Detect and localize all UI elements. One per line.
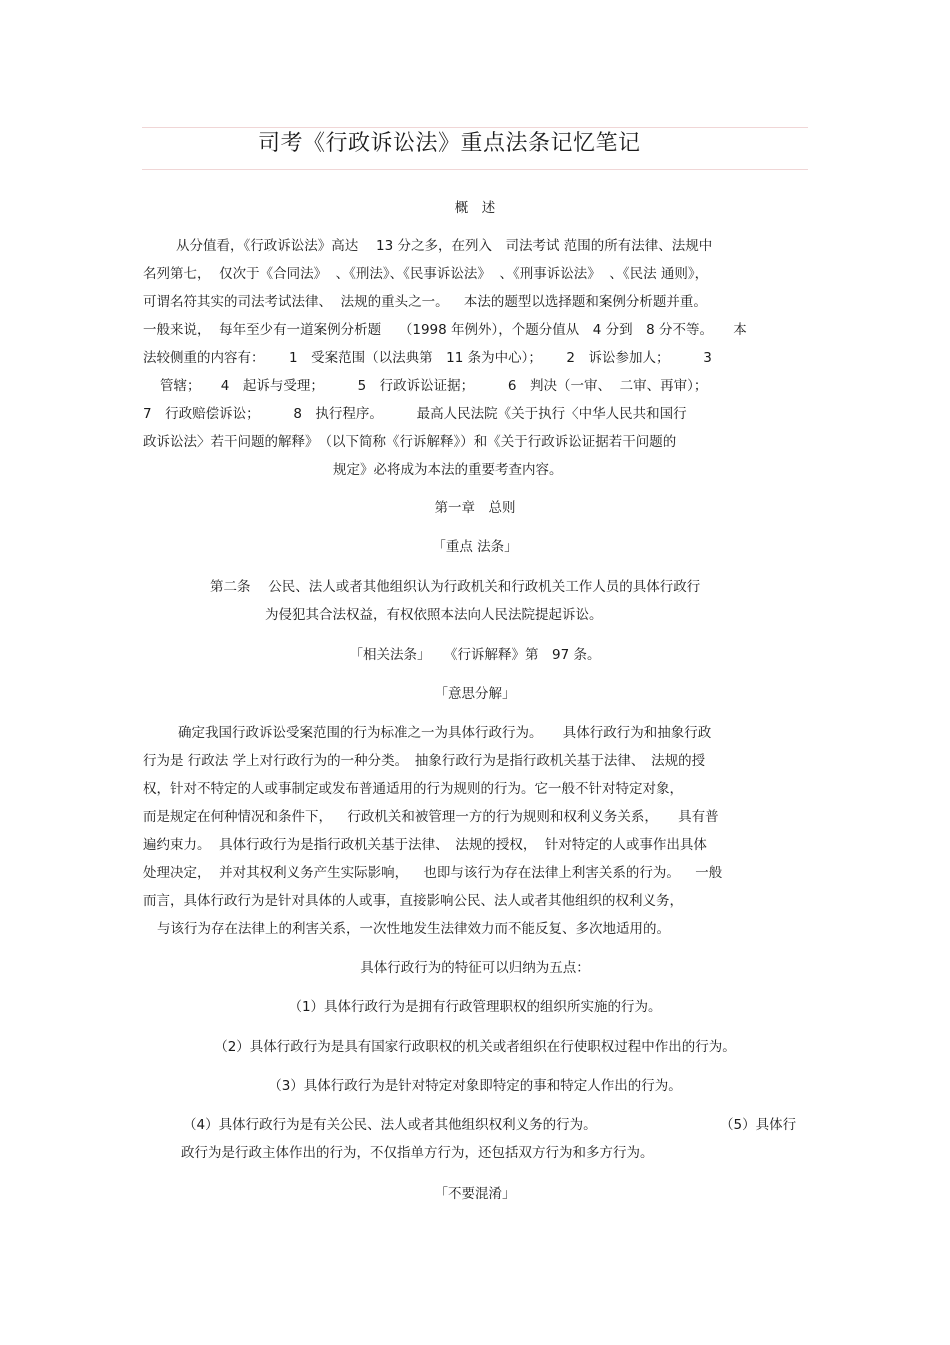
overview-line: 可谓名符其实的司法考试法律、 法规的重头之一。 本法的题型以选择题和案例分析题并重。 (143, 294, 707, 310)
meaning-line: 遍约束力。 具体行政行为是指行政机关基于法律、 法规的授权， 针对特定的人或事作出具体 (143, 837, 707, 853)
feature-line: （5）具体行 (720, 1117, 797, 1133)
meaning-line: 权，针对不特定的人或事制定或发布普通适用的行为规则的行为。它一般不针对特定对象， (143, 781, 683, 797)
title-rule-bottom (142, 169, 808, 170)
meaning-line: 行为是 行政法 学上对行政行为的一种分类。 抽象行政行为是指行政机关基于法律、 法规的授 (143, 753, 706, 769)
key-articles-label: 「重点 法条」 (432, 539, 518, 555)
feature-item: （3）具体行政行为是针对特定对象即特定的事和特定人作出的行为。 (268, 1078, 682, 1094)
feature-item: （2）具体行政行为是具有国家行政职权的机关或者组织在行使职权过程中作出的行为。 (214, 1039, 736, 1055)
overview-line: 7 行政赔偿诉讼； 8 执行程序。 最高人民法院《关于执行〈中华人民共和国行 (143, 406, 687, 422)
features-intro: 具体行政行为的特征可以归纳为五点： (360, 960, 590, 976)
meaning-label: 「意思分解」 (434, 686, 516, 702)
overview-line: 规定》必将成为本法的重要考查内容。 (333, 462, 563, 478)
overview-line: 法较侧重的内容有： 1 受案范围（以法典第 11 条为中心）； 2 诉讼参加人； 3 (143, 350, 712, 366)
feature-item: （1）具体行政行为是拥有行政管理职权的组织所实施的行为。 (288, 999, 662, 1015)
chapter-heading: 第一章 总则 (434, 500, 516, 516)
feature-line: 政行为是行政主体作出的行为，不仅指单方行为，还包括双方行为和多方行为。 (181, 1145, 654, 1161)
overview-line: 管辖； 4 起诉与受理； 5 行政诉讼证据； 6 判决（一审、 二审、再审）； (160, 378, 708, 394)
overview-line: 政诉讼法〉若干问题的解释》 （以下简称《行诉解释》）和《关于行政诉讼证据若干问题的 (143, 434, 677, 450)
meaning-line: 而是规定在何种情况和条件下， 行政机关和被管理一方的行为规则和权利义务关系， 具有普 (143, 809, 719, 825)
meaning-line: 与该行为存在法律上的利害关系，一次性地发生法律效力而不能反复、多次地适用的。 (157, 921, 670, 937)
overview-line: 名列第七， 仅次于《合同法》 、《刑法》、《民事诉讼法》 、《刑事诉讼法》 、《民法 通则》， (143, 266, 709, 282)
meaning-line: 确定我国行政诉讼受案范围的行为标准之一为具体行政行为。 具体行政行为和抽象行政 (178, 725, 712, 741)
overview-line: 一般来说， 每年至少有一道案例分析题 （1998 年例外），个题分值从 4 分到 8 分不等。 本 (143, 322, 747, 338)
article-line: 第二条 公民、法人或者其他组织认为行政机关和行政机关工作人员的具体行政行 (210, 579, 701, 595)
related-articles: 「相关法条」 《行诉解释》第 97 条。 (349, 647, 601, 663)
dont-confuse-label: 「不要混淆」 (434, 1186, 516, 1202)
meaning-line: 而言，具体行政行为是针对具体的人或事，直接影响公民、法人或者其他组织的权利义务， (143, 893, 683, 909)
overview-heading: 概 述 (454, 200, 496, 216)
meaning-line: 处理决定， 并对其权利义务产生实际影响， 也即与该行为存在法律上利害关系的行为。 一般 (143, 865, 723, 881)
overview-line: 从分值看，《行政诉讼法》高达 13 分之多，在列入 司法考试 范围的所有法律、法规中 (176, 238, 713, 254)
page-title: 司考《行政诉讼法》重点法条记忆笔记 (258, 131, 641, 156)
feature-line: （4）具体行政行为是有关公民、法人或者其他组织权利义务的行为。 (183, 1117, 597, 1133)
article-line: 为侵犯其合法权益，有权依照本法向人民法院提起诉讼。 (265, 607, 603, 623)
